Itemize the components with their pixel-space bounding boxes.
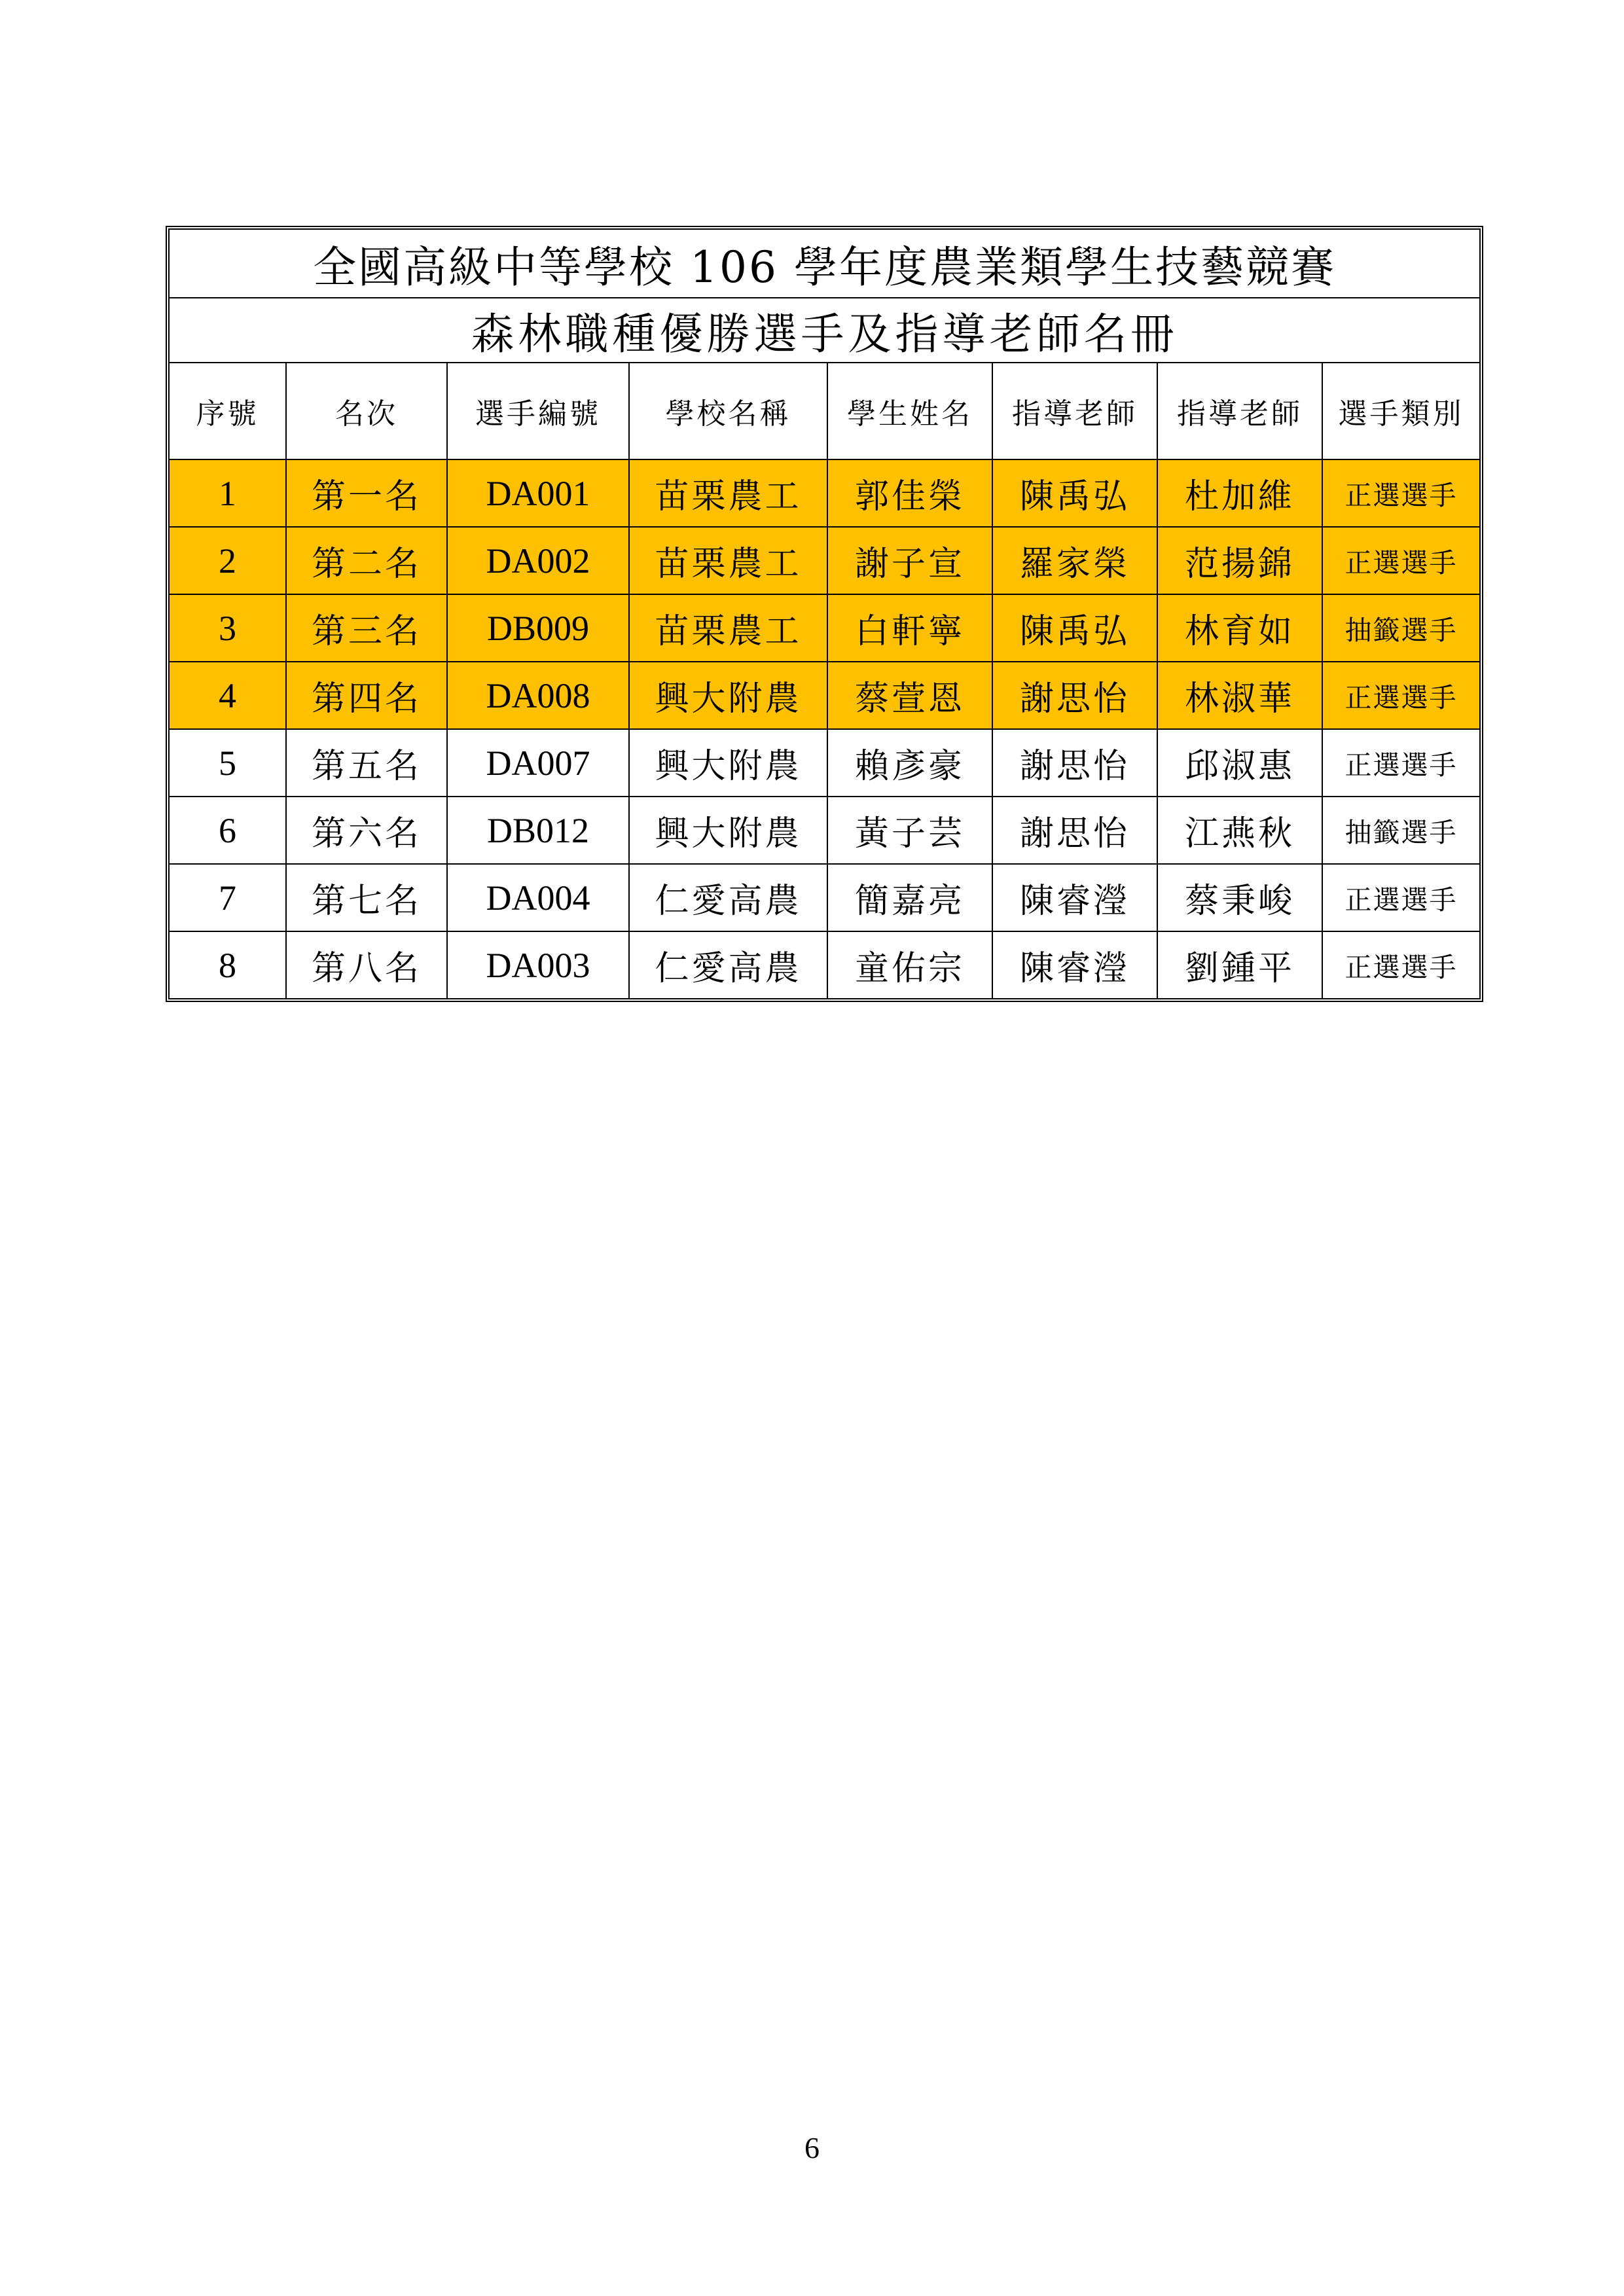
- cell-rank: 第四名: [286, 662, 447, 729]
- header-rank: 名次: [286, 363, 447, 459]
- cell-teacher-2: 邱淑惠: [1157, 729, 1322, 797]
- cell-player-id: DA001: [447, 459, 629, 527]
- cell-player-id: DA007: [447, 729, 629, 797]
- cell-rank: 第八名: [286, 931, 447, 998]
- cell-rank: 第二名: [286, 527, 447, 594]
- cell-rank: 第六名: [286, 797, 447, 864]
- cell-teacher-2: 蔡秉峻: [1157, 864, 1322, 931]
- cell-school: 苗栗農工: [629, 527, 827, 594]
- cell-no: 4: [170, 662, 286, 729]
- cell-teacher-1: 陳睿瀅: [992, 931, 1157, 998]
- cell-teacher-1: 謝思怡: [992, 797, 1157, 864]
- cell-no: 5: [170, 729, 286, 797]
- cell-student: 黃子芸: [827, 797, 992, 864]
- cell-player-type: 正選選手: [1322, 729, 1479, 797]
- cell-rank: 第三名: [286, 594, 447, 662]
- table-row: [170, 527, 1479, 594]
- cell-teacher-2: 劉鍾平: [1157, 931, 1322, 998]
- cell-school: 苗栗農工: [629, 594, 827, 662]
- cell-player-type: 正選選手: [1322, 931, 1479, 998]
- cell-student: 郭佳榮: [827, 459, 992, 527]
- cell-player-id: DA003: [447, 931, 629, 998]
- cell-player-id: DA008: [447, 662, 629, 729]
- cell-student: 蔡萱恩: [827, 662, 992, 729]
- winners-table: [170, 230, 1479, 998]
- header-teacher-1: 指導老師: [992, 363, 1157, 459]
- cell-teacher-1: 陳睿瀅: [992, 864, 1157, 931]
- cell-teacher-1: 陳禹弘: [992, 594, 1157, 662]
- cell-teacher-1: 羅家榮: [992, 527, 1157, 594]
- table-row: [170, 931, 1479, 998]
- page-number: 6: [804, 2131, 820, 2164]
- cell-no: 7: [170, 864, 286, 931]
- cell-no: 8: [170, 931, 286, 998]
- cell-player-type: 正選選手: [1322, 459, 1479, 527]
- cell-teacher-1: 陳禹弘: [992, 459, 1157, 527]
- cell-player-type: 抽籤選手: [1322, 797, 1479, 864]
- cell-school: 仁愛高農: [629, 931, 827, 998]
- table-row: [170, 797, 1479, 864]
- table-row: [170, 864, 1479, 931]
- cell-rank: 第五名: [286, 729, 447, 797]
- cell-teacher-2: 杜加維: [1157, 459, 1322, 527]
- header-no: 序號: [170, 363, 286, 459]
- cell-no: 2: [170, 527, 286, 594]
- table-row: [170, 662, 1479, 729]
- header-player-id: 選手編號: [447, 363, 629, 459]
- cell-school: 仁愛高農: [629, 864, 827, 931]
- cell-no: 6: [170, 797, 286, 864]
- cell-teacher-1: 謝思怡: [992, 729, 1157, 797]
- table-row: [170, 729, 1479, 797]
- cell-no: 1: [170, 459, 286, 527]
- winners-table-frame: [166, 226, 1483, 1002]
- cell-teacher-1: 謝思怡: [992, 662, 1157, 729]
- document-title: 全國高級中等學校 106 學年度農業類學生技藝競賽: [170, 230, 1479, 298]
- document-subtitle: 森林職種優勝選手及指導老師名冊: [170, 298, 1479, 363]
- header-student: 學生姓名: [827, 363, 992, 459]
- cell-player-id: DB012: [447, 797, 629, 864]
- cell-student: 童佑宗: [827, 931, 992, 998]
- cell-rank: 第一名: [286, 459, 447, 527]
- cell-teacher-2: 林淑華: [1157, 662, 1322, 729]
- cell-player-id: DA004: [447, 864, 629, 931]
- cell-rank: 第七名: [286, 864, 447, 931]
- header-teacher-2: 指導老師: [1157, 363, 1322, 459]
- cell-student: 賴彥豪: [827, 729, 992, 797]
- table-row: [170, 594, 1479, 662]
- cell-no: 3: [170, 594, 286, 662]
- cell-teacher-2: 江燕秋: [1157, 797, 1322, 864]
- header-school: 學校名稱: [629, 363, 827, 459]
- table-row: [170, 459, 1479, 527]
- cell-school: 興大附農: [629, 797, 827, 864]
- cell-school: 苗栗農工: [629, 459, 827, 527]
- cell-school: 興大附農: [629, 729, 827, 797]
- cell-teacher-2: 林育如: [1157, 594, 1322, 662]
- header-player-type: 選手類別: [1322, 363, 1479, 459]
- table-header-row: [170, 363, 1479, 459]
- cell-player-type: 正選選手: [1322, 864, 1479, 931]
- cell-player-type: 正選選手: [1322, 662, 1479, 729]
- cell-student: 白軒寧: [827, 594, 992, 662]
- cell-teacher-2: 范揚錦: [1157, 527, 1322, 594]
- cell-player-type: 正選選手: [1322, 527, 1479, 594]
- cell-player-id: DB009: [447, 594, 629, 662]
- cell-student: 謝子宣: [827, 527, 992, 594]
- cell-school: 興大附農: [629, 662, 827, 729]
- cell-player-id: DA002: [447, 527, 629, 594]
- cell-player-type: 抽籤選手: [1322, 594, 1479, 662]
- cell-student: 簡嘉亮: [827, 864, 992, 931]
